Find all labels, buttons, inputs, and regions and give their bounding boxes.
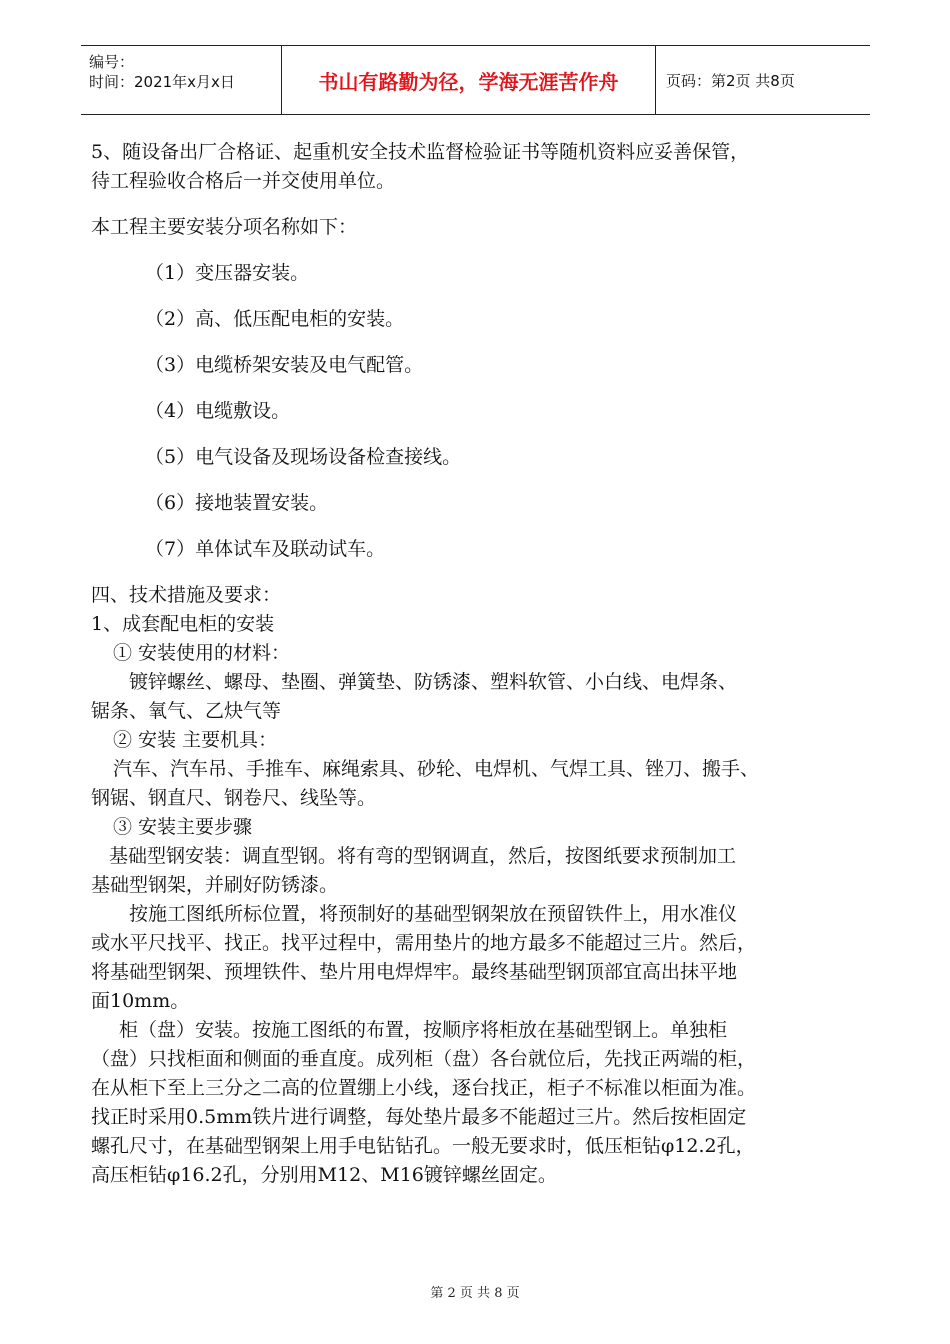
paragraph-line: 高压柜钻φ16.2孔，分别用M12、M16镀锌螺丝固定。: [91, 1164, 557, 1186]
header-page-info: 页码：第2页 共8页: [666, 71, 795, 90]
header-table: [81, 45, 870, 115]
paragraph-line: 在从柜下至上三分之二高的位置绷上小线，逐台找正，柜子不标准以柜面为准。: [91, 1077, 757, 1099]
page-footer: 第 2 页 共 8 页: [430, 1286, 520, 1301]
paragraph-line: 基础型钢架，并刷好防锈漆。: [91, 874, 339, 896]
items-intro: 本工程主要安装分项名称如下：: [91, 216, 358, 238]
list-item: （5）电气设备及现场设备检查接线。: [145, 446, 462, 468]
paragraph-line: 将基础型钢架、预埋铁件、垫片用电焊焊牢。最终基础型钢顶部宜高出抹平地: [91, 961, 738, 983]
list-item: （7）单体试车及联动试车。: [145, 538, 386, 560]
paragraph-line: 镀锌螺丝、螺母、垫圈、弹簧垫、防锈漆、塑料软管、小白线、电焊条、: [129, 671, 738, 693]
paragraph-line: 找正时采用0.5mm铁片进行调整，每处垫片最多不能超过三片。然后按柜固定: [91, 1106, 747, 1128]
paragraph-line: 或水平尺找平、找正。找平过程中，需用垫片的地方最多不能超过三片。然后，: [91, 932, 757, 954]
paragraph-line: 钢锯、钢直尺、钢卷尺、线坠等。: [91, 787, 377, 809]
list-item: （1）变压器安装。: [145, 262, 310, 284]
document-number: 编号：: [89, 53, 135, 71]
paragraph-line: 5、随设备出厂合格证、起重机安全技术监督检验证书等随机资料应妥善保管，: [91, 141, 750, 163]
paragraph-line: 按施工图纸所标位置，将预制好的基础型钢架放在预留铁件上，用水准仪: [129, 903, 738, 925]
section-title: 四、技术措施及要求：: [91, 584, 282, 606]
list-item: （3）电缆桥架安装及电气配管。: [145, 354, 424, 376]
list-item: （6）接地装置安装。: [145, 492, 329, 514]
header-motto: 书山有路勤为径，学海无涯苦作舟: [282, 46, 656, 114]
paragraph-line: 柜（盘）安装。按施工图纸的布置，按顺序将柜放在基础型钢上。单独柜: [119, 1019, 728, 1041]
tools-title: ② 安装 主要机具：: [113, 729, 278, 751]
subsection-title: 1、成套配电柜的安装: [91, 613, 275, 635]
paragraph-line: 面10mm。: [91, 990, 190, 1012]
paragraph-line: 锯条、氧气、乙炔气等: [91, 700, 282, 722]
materials-title: ① 安装使用的材料：: [113, 642, 291, 664]
header-meta: [81, 46, 282, 114]
paragraph-line: 待工程验收合格后一并交使用单位。: [91, 170, 396, 192]
paragraph-line: 汽车、汽车吊、手推车、麻绳索具、砂轮、电焊机、气焊工具、锉刀、搬手、: [113, 758, 760, 780]
paragraph-line: 螺孔尺寸，在基础型钢架上用手电钻钻孔。一般无要求时，低压柜钻φ12.2孔，: [91, 1135, 755, 1157]
paragraph-line: （盘）只找柜面和侧面的垂直度。成列柜（盘）各台就位后，先找正两端的柜，: [91, 1048, 757, 1070]
document-body: [91, 138, 866, 1190]
list-item: （4）电缆敷设。: [145, 400, 291, 422]
steps-title: ③ 安装主要步骤: [113, 816, 253, 838]
list-item: （2）高、低压配电柜的安装。: [145, 308, 405, 330]
paragraph-line: 基础型钢安装：调直型钢。将有弯的型钢调直，然后，按图纸要求预制加工: [109, 845, 737, 867]
document-date: 时间：2021年x月x日: [89, 73, 235, 91]
